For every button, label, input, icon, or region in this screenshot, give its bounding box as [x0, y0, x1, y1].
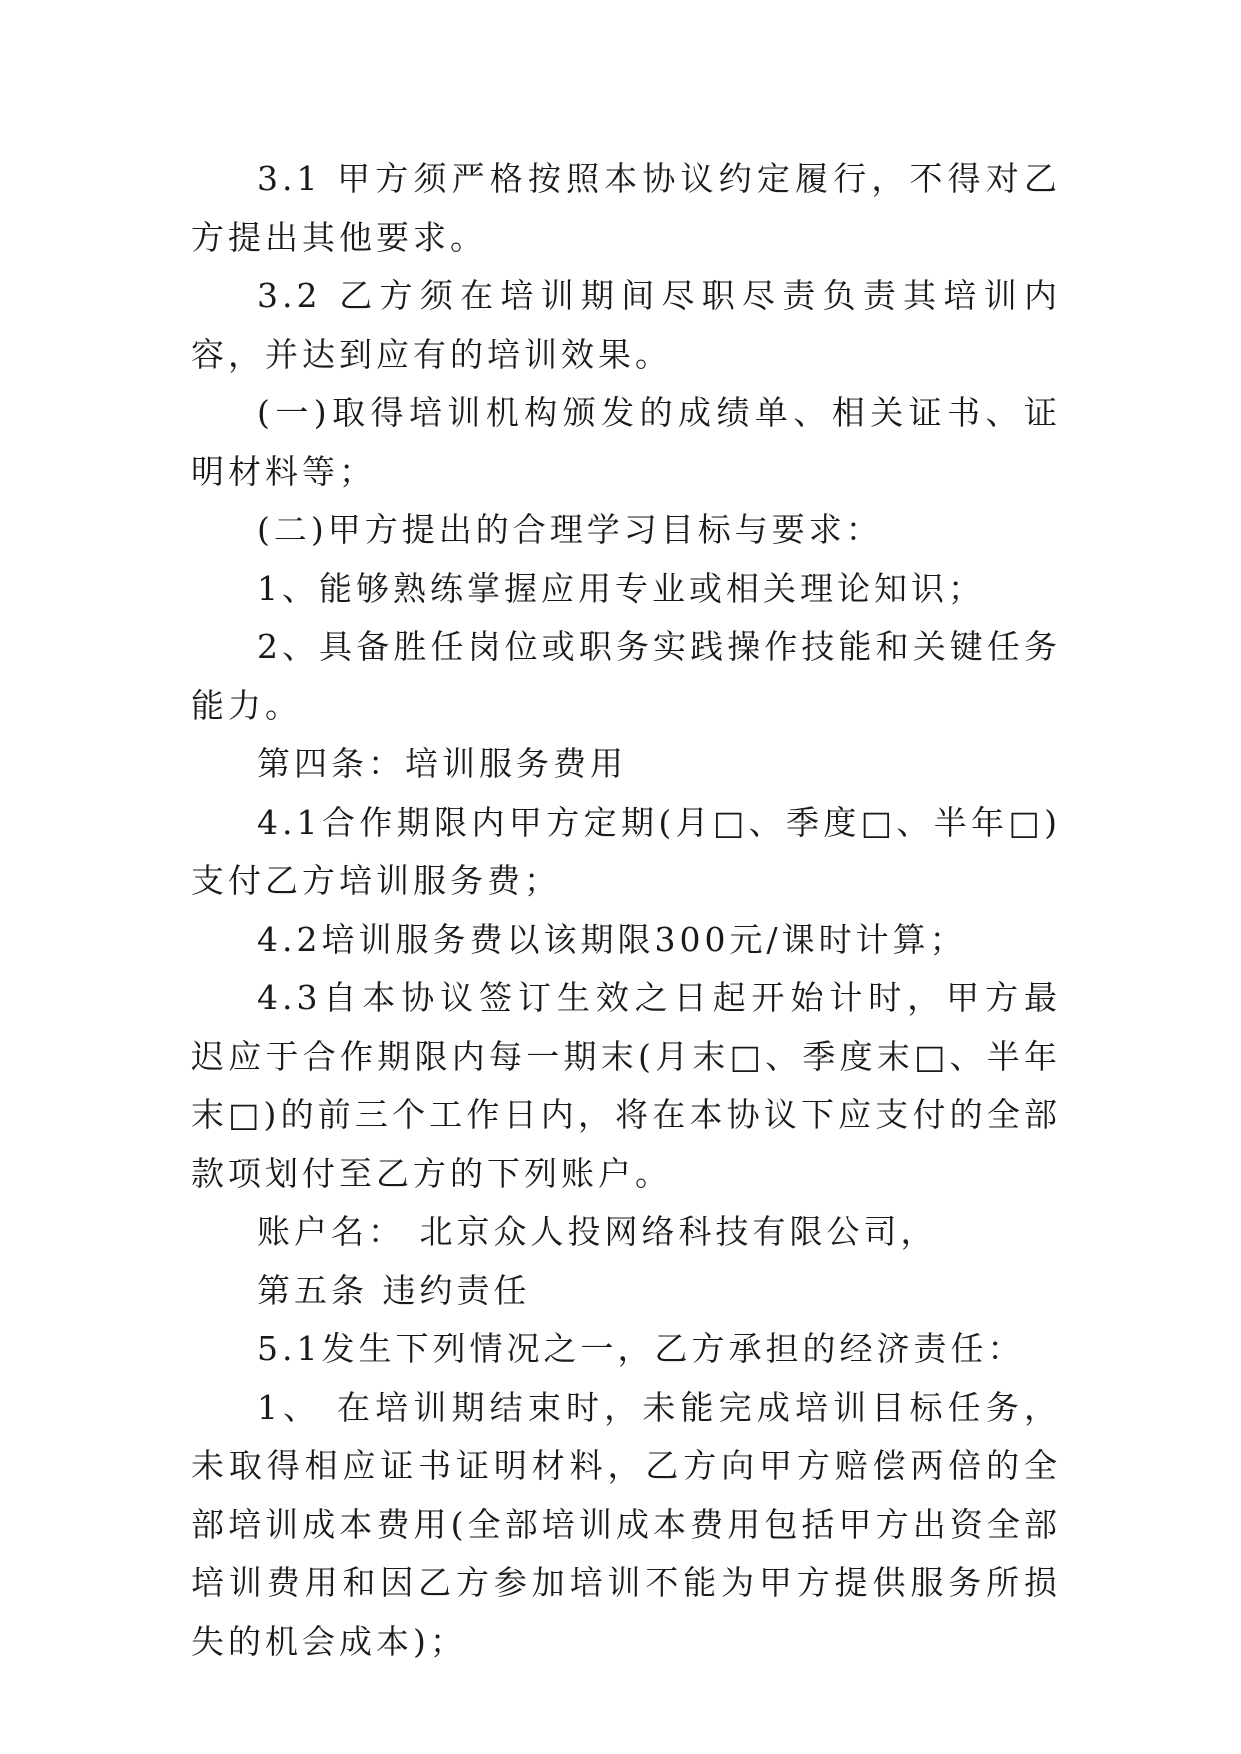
- paragraph-goal-2: 2、具备胜任岗位或职务实践操作技能和关键任务能力。: [191, 627, 1061, 725]
- paragraph-3-1: 3.1 甲方须严格按照本协议约定履行，不得对乙方提出其他要求。: [191, 159, 1061, 257]
- section-heading-4: 第四条：培训服务费用: [257, 744, 627, 783]
- paragraph-5-1-item-1: 1、 在培训期结束时，未能完成培训目标任务，未取得相应证书证明材料，乙方向甲方赔偿两倍的全部培训成本费用(全部培训成本费用包括甲方出资全部培训费用和因乙方参加培训不能为甲方提供服务所损失的机会成本)；: [191, 1387, 1061, 1661]
- account-name: 账户名： 北京众人投网络科技有限公司，: [257, 1212, 938, 1251]
- paragraph-5-1: 5.1发生下列情况之一，乙方承担的经济责任：: [257, 1329, 1025, 1368]
- document-body: [191, 150, 1061, 1671]
- paragraph-goal-1: 1、能够熟练掌握应用专业或相关理论知识；: [257, 568, 985, 608]
- paragraph-4-2: 4.2培训服务费以该期限300元/课时计算；: [257, 919, 967, 959]
- paragraph-4-3: 4.3自本协议签订生效之日起开始计时，甲方最迟应于合作期限内每一期末(月末□、季度末□、半年末□)的前三个工作日内，将在本协议下应支付的全部款项划付至乙方的下列账户。: [191, 978, 1061, 1193]
- section-heading-5: 第五条 违约责任: [257, 1270, 531, 1310]
- paragraph-item-1: (一)取得培训机构颁发的成绩单、相关证书、证明材料等；: [191, 393, 1061, 491]
- paragraph-3-2: 3.2 乙方须在培训期间尽职尽责负责其培训内容，并达到应有的培训效果。: [191, 276, 1061, 374]
- paragraph-item-2: (二)甲方提出的合理学习目标与要求：: [257, 510, 883, 549]
- paragraph-4-1: 4.1合作期限内甲方定期(月□、季度□、半年□)支付乙方培训服务费；: [191, 802, 1061, 900]
